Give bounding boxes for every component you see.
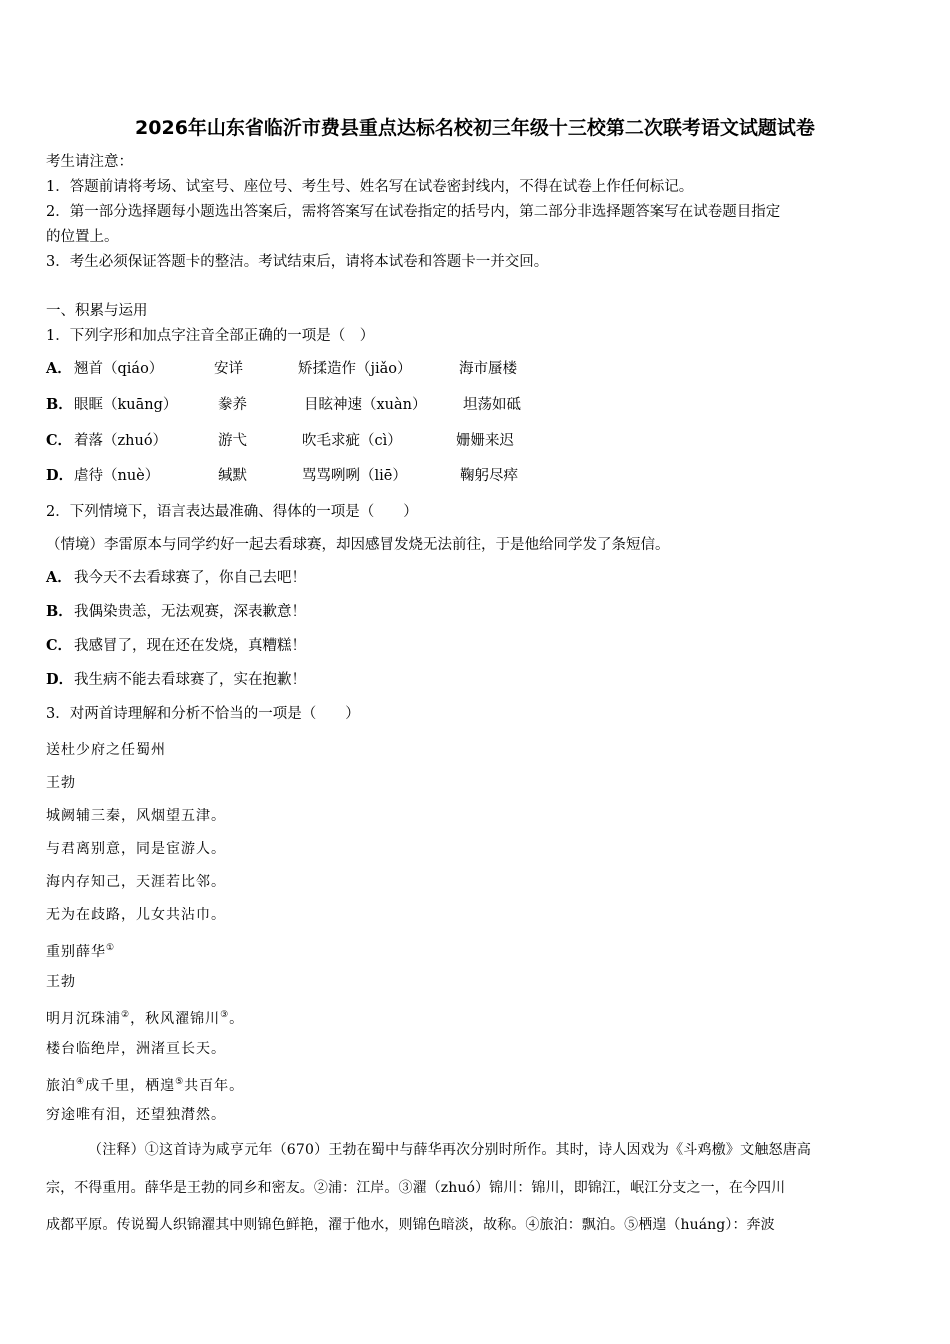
poem-text: ，秋风濯锦川	[130, 1011, 221, 1027]
notice-item-3: 3．考生必须保证答题卡的整洁。考试结束后，请将本试卷和答题卡一并交回。	[46, 254, 549, 270]
poem1-line: 城阙辅三秦，风烟望五津。	[46, 808, 226, 824]
option-label: C．	[46, 432, 73, 449]
option-text: 我生病不能去看球赛了，实在抱歉！	[74, 672, 306, 688]
q3-stem: 3．对两首诗理解和分析不恰当的一项是（ ）	[46, 706, 360, 722]
poem2-line-3	[46, 1072, 244, 1096]
exam-title: 2026年山东省临沂市费县重点达标名校初三年级十三校第二次联考语文试题试卷	[135, 117, 815, 139]
option-part: 鞠躬尽瘁	[460, 468, 518, 484]
poem-text: 旅泊	[46, 1078, 76, 1094]
notice-item-2a: 2．第一部分选择题每小题选出答案后，需将答案写在试卷指定的括号内，第二部分非选择题答案写在试卷题目指定	[46, 204, 781, 220]
poem-text: 成千里，栖遑	[85, 1078, 176, 1094]
poem1-line: 无为在歧路，儿女共沾巾。	[46, 907, 226, 923]
poem1-title: 送杜少府之任蜀州	[46, 742, 166, 758]
option-part: 缄默	[218, 468, 247, 484]
poem-text: 明月沉珠浦	[46, 1011, 121, 1027]
poem2-author: 王勃	[46, 974, 76, 990]
option-part: 眼眶（kuāng）	[74, 397, 178, 413]
poem2-title-text: 重别薛华	[46, 944, 106, 960]
poem1-line: 与君离别意，同是宦游人。	[46, 841, 226, 857]
option-label: B．	[46, 396, 73, 413]
footnote-mark: ③	[220, 1010, 230, 1020]
option-label: B．	[46, 603, 73, 620]
q1-stem: 1．下列字形和加点字注音全部正确的一项是（ ）	[46, 328, 375, 344]
annotation-line-2: 宗，不得重用。薛华是王勃的同乡和密友。②浦：江岸。③濯（zhuó）锦川：锦川，即锦江，岷江分支之一，在今四川	[46, 1180, 786, 1196]
option-label: A．	[46, 569, 72, 586]
annotation-line-1: （注释）①这首诗为咸亨元年（670）王勃在蜀中与薛华再次分别时所作。其时，诗人因戏为《斗鸡檄》文触怒唐高	[88, 1142, 812, 1158]
option-part: 安详	[214, 361, 243, 377]
option-text: 我偶染贵恙，无法观赛，深表歉意！	[74, 604, 306, 620]
poem2-line-1	[46, 1005, 244, 1029]
poem2-line-4: 穷途唯有泪，还望独潸然。	[46, 1107, 226, 1123]
option-part: 翘首（qiáo）	[74, 361, 164, 377]
option-part: 骂骂咧咧（liē）	[302, 468, 407, 484]
poem1-author: 王勃	[46, 775, 76, 791]
option-part: 着落（zhuó）	[74, 433, 168, 449]
option-label: C．	[46, 637, 73, 654]
footnote-mark: ①	[106, 943, 116, 953]
section-heading: 一、积累与运用	[46, 303, 148, 319]
option-part: 游弋	[218, 433, 247, 449]
notice-heading: 考生请注意：	[46, 154, 133, 170]
option-label: A．	[46, 360, 72, 377]
footnote-mark: ②	[121, 1010, 131, 1020]
option-label: D．	[46, 671, 74, 688]
option-part: 目眩神速（xuàn）	[304, 397, 427, 413]
option-part: 虐待（nuè）	[74, 468, 160, 484]
option-text: 我感冒了，现在还在发烧，真糟糕！	[74, 638, 306, 654]
option-part: 矫揉造作（jiǎo）	[298, 361, 412, 377]
option-label: D．	[46, 467, 74, 484]
option-part: 豢养	[218, 397, 247, 413]
q2-stem: 2．下列情境下，语言表达最准确、得体的一项是（ ）	[46, 504, 418, 520]
poem-text: 共百年。	[184, 1078, 245, 1094]
option-part: 姗姗来迟	[456, 433, 514, 449]
poem1-line: 海内存知己，天涯若比邻。	[46, 874, 226, 890]
option-part: 坦荡如砥	[463, 397, 521, 413]
annotation-line-3: 成都平原。传说蜀人织锦濯其中则锦色鲜艳，濯于他水，则锦色暗淡，故称。④旅泊：飘泊。⑤栖遑（huáng）：奔波	[46, 1217, 775, 1233]
option-part: 吹毛求疵（cì）	[302, 433, 402, 449]
notice-item-2b: 的位置上。	[46, 229, 119, 245]
poem2-title	[46, 938, 115, 962]
footnote-mark: ④	[76, 1077, 86, 1087]
poem-text: 。	[229, 1011, 245, 1027]
notice-item-1: 1．答题前请将考场、试室号、座位号、考生号、姓名写在试卷密封线内，不得在试卷上作任何标记。	[46, 179, 694, 195]
q2-context: （情境）李雷原本与同学约好一起去看球赛，却因感冒发烧无法前往，于是他给同学发了条短信。	[46, 537, 670, 553]
option-part: 海市蜃楼	[459, 361, 517, 377]
poem2-line-2: 楼台临绝岸，洲渚亘长天。	[46, 1041, 226, 1057]
footnote-mark: ⑤	[175, 1077, 185, 1087]
option-text: 我今天不去看球赛了，你自己去吧！	[74, 570, 306, 586]
